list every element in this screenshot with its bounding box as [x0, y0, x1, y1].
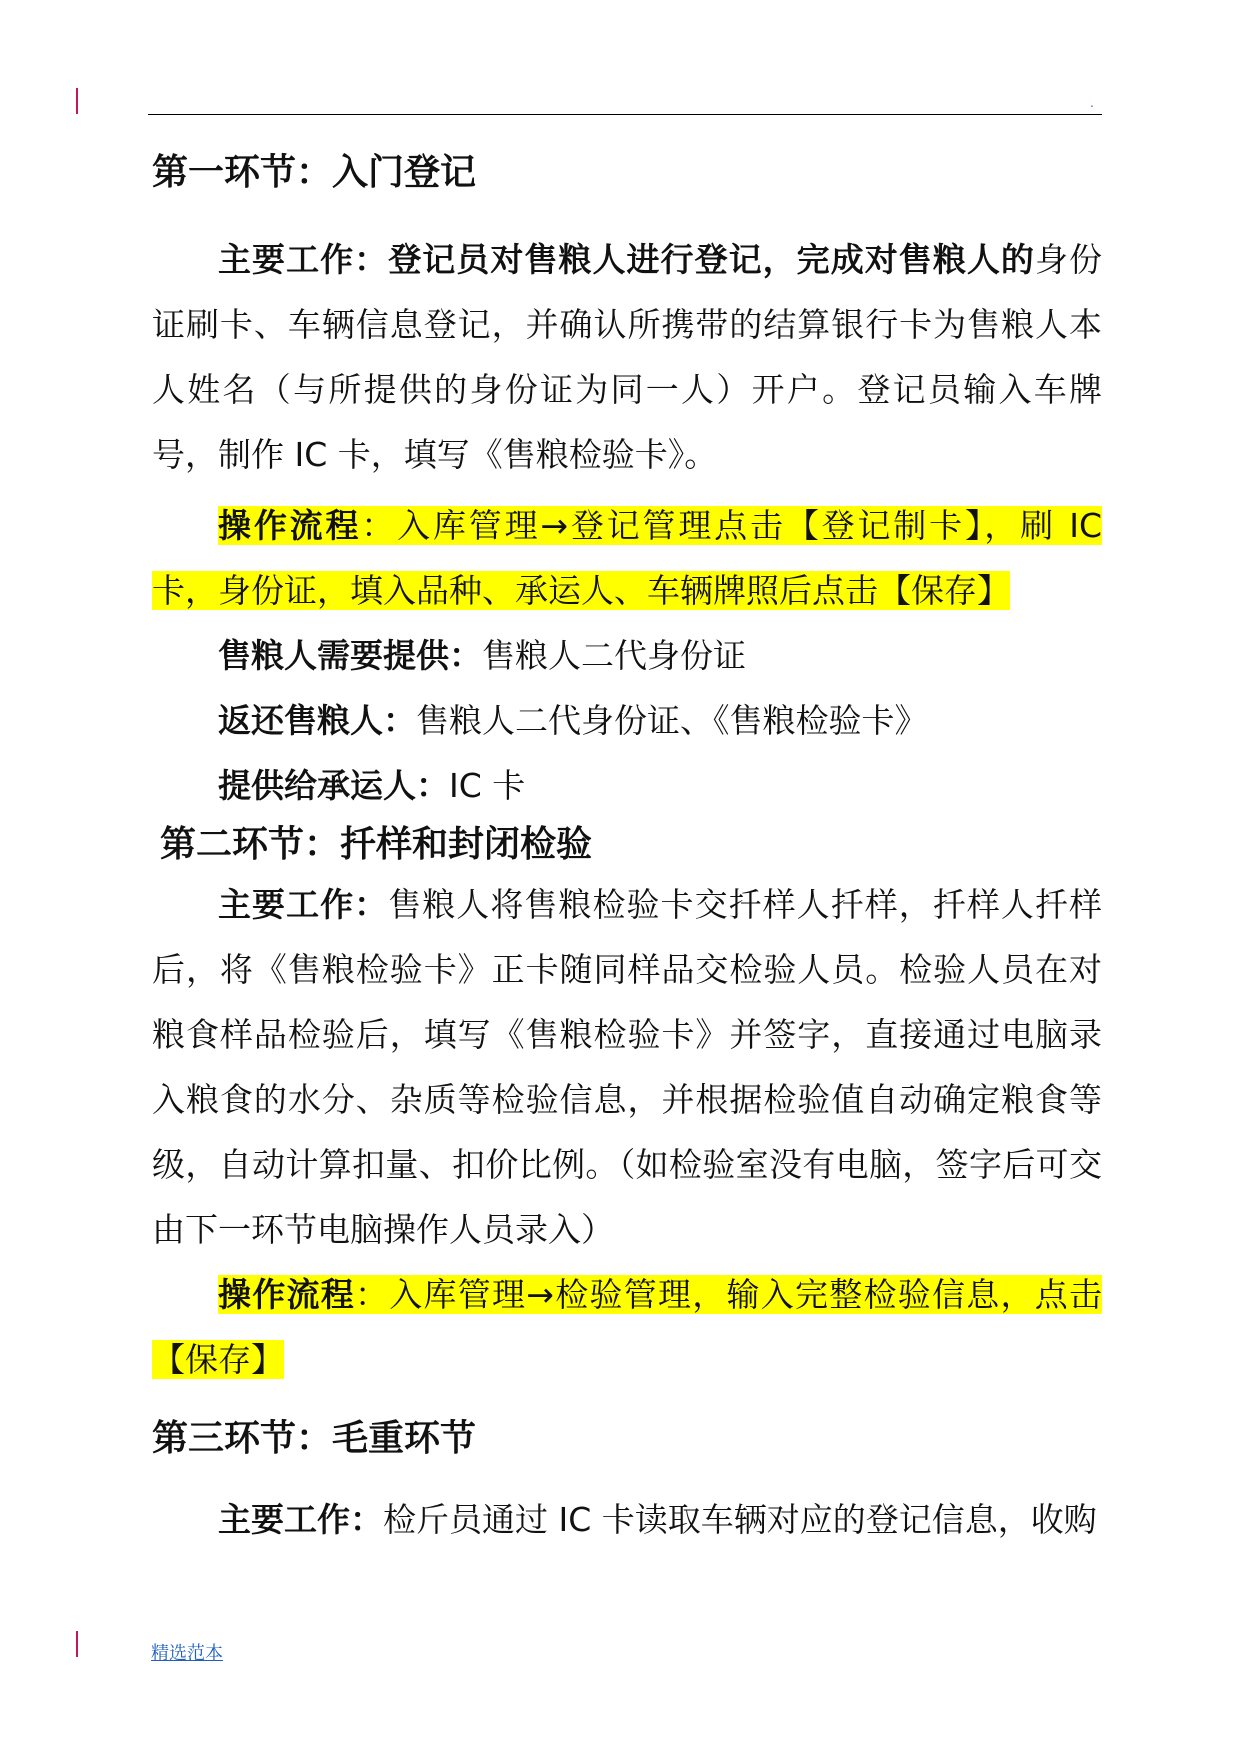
main-work-label: 主要工作： — [218, 240, 389, 279]
carrier-text: IC 卡 — [449, 766, 526, 805]
seller-provide-text: 售粮人二代身份证 — [482, 636, 746, 675]
operation-label: 操作流程 — [218, 1275, 356, 1314]
section-1-operation — [152, 493, 1102, 623]
operation-text: ：入库管理→检验管理，输入完整检验信息，点击【保存】 — [152, 1275, 1102, 1379]
main-work-bold-text: 登记员对售粮人进行登记，完成对售粮人的 — [388, 240, 1035, 279]
return-text: 售粮人二代身份证、《售粮检验卡》 — [416, 701, 928, 740]
operation-text: ：入库管理→登记管理点击【登记制卡】，刷 IC 卡，身份证，填入品种、承运人、车辆牌照后点击【保存】 — [152, 506, 1102, 610]
main-work-label: 主要工作： — [218, 1500, 383, 1539]
main-work-text: 身份证刷卡、车辆信息登记，并确认所携带的结算银行卡为售粮人本人姓名（与所提供的身份证为同一人）开户。登记员输入车牌号，制作 IC 卡，填写《售粮检验卡》。 — [152, 240, 1103, 474]
header-rule — [148, 114, 1102, 115]
section-1-title: 第一环节：入门登记 — [152, 152, 477, 193]
carrier-label: 提供给承运人： — [218, 766, 449, 805]
main-work-text: 售粮人将售粮检验卡交扦样人扦样，扦样人扦样后，将《售粮检验卡》正卡随同样品交检验人员。检验人员在对粮食样品检验后，填写《售粮检验卡》并签字，直接通过电脑录入粮食的水分、杂质等检验信息，并根据检验值自动确定粮食等级，自动计算扣量、扣价比例。（如检验室没有电脑，签字后可交由下一环节电脑操作人员录入） — [152, 885, 1103, 1249]
header-mark: . — [1090, 96, 1094, 110]
seller-provide-label: 售粮人需要提供： — [218, 636, 482, 675]
section-3-main-work — [152, 1487, 1102, 1552]
seller-provide — [152, 623, 1102, 688]
return-to-seller — [152, 688, 1102, 753]
margin-mark-top — [76, 88, 78, 114]
main-work-label: 主要工作： — [218, 885, 389, 924]
return-label: 返还售粮人： — [218, 701, 416, 740]
section-1-main-work — [152, 227, 1102, 487]
provide-to-carrier — [152, 753, 1102, 818]
section-2-operation — [152, 1262, 1102, 1392]
section-2-title: 第二环节：扦样和封闭检验 — [160, 824, 593, 865]
operation-label: 操作流程 — [218, 506, 362, 545]
margin-mark-bottom — [76, 1631, 78, 1657]
main-work-text: 检斤员通过 IC 卡读取车辆对应的登记信息，收购 — [383, 1500, 1097, 1539]
section-2-main-work — [152, 872, 1102, 1262]
footer-link[interactable]: 精选范本 — [151, 1643, 223, 1664]
section-3-title: 第三环节：毛重环节 — [152, 1418, 477, 1459]
document-body — [152, 150, 1102, 1552]
